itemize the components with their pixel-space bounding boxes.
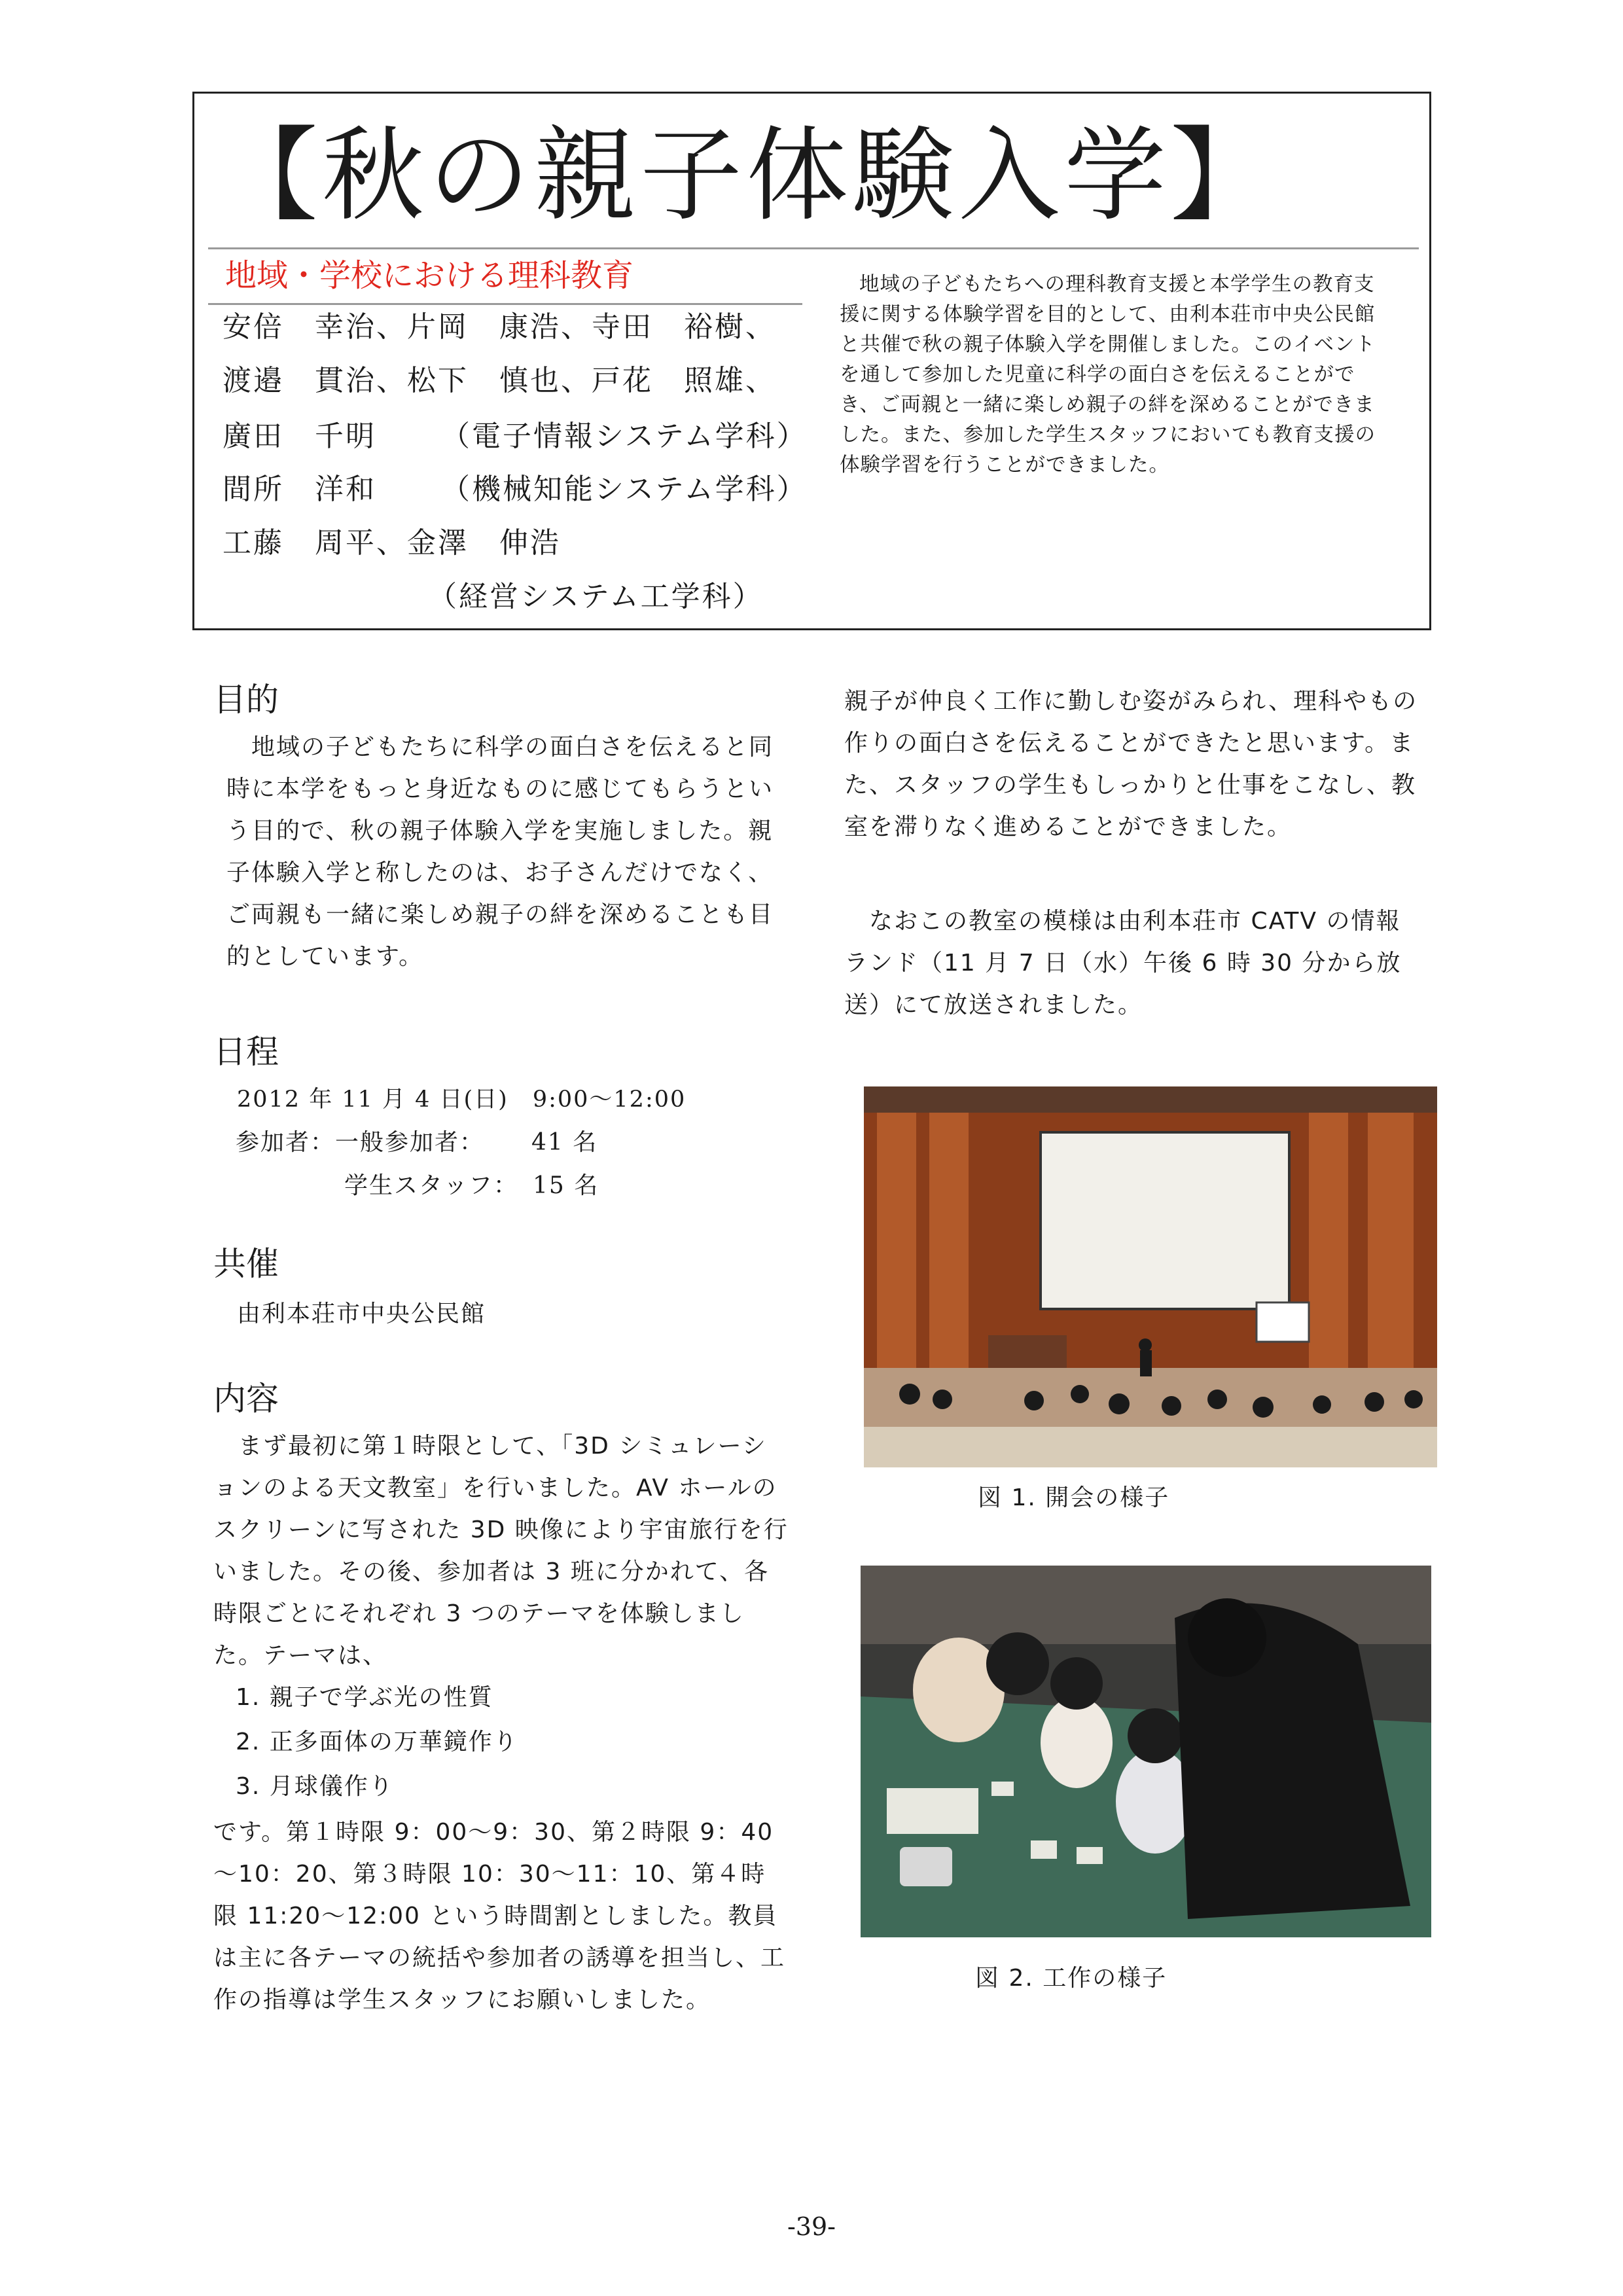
figure-1-caption: 図 1. 開会の様子 [978,1484,1170,1511]
author-line: 廣田 千明 [223,420,376,453]
content-intro: まず最初に第１時限として、「3D シミュレーションのよる天文教室」を行いました。AV ホールのスクリーンに写された 3D 映像により宇宙旅行を行いました。その後、参加者は 3 班に分かれて、各時限ごとにそれぞれ 3 つのテーマを体験しました。テーマは、 [213,1433,789,1669]
department-label: （電子情報システム学科） [441,420,808,453]
staff-value: 15 名 [533,1172,599,1199]
staff-label: 学生スタッフ： [344,1172,519,1199]
auditorium-illustration [864,1086,1437,1467]
theme-item: 2. 正多面体の万華鏡作り [236,1729,518,1755]
theme-item: 3. 月球儀作り [236,1773,394,1800]
content-closing: です。第１時限 9：00～9：30、第２時限 9：40～10：20、第３時限 10：30～11：10、第４時限 11:20～12:00 という時間割としました。教員は主に各テーマの統括や参加者の誘導を担当し、工作の指導は学生スタッフにお願いしました。 [213,1819,786,2013]
title-divider [208,247,1419,249]
page-title: 【秋の親子体験入学】 [216,116,1276,235]
cohost-name: 由利本荘市中央公民館 [237,1300,486,1327]
figure-1-photo [864,1086,1437,1467]
purpose-text: 地域の子どもたちに科学の面白さを伝えると同時に本学をもっと身近なものに感じてもらうという目的で、秋の親子体験入学を実施しました。親子体験入学と称したのは、お子さんだけでなく、ご両親も一緒に楽しめ親子の絆を深めることも目的としています。 [226,734,774,970]
department-label: （機械知能システム学科） [441,473,808,506]
theme-item: 1. 親子で学ぶ光の性質 [236,1684,493,1711]
author-line: 間所 洋和 [223,473,376,506]
schedule-date: 2012 年 11 月 4 日(日) 9:00～12:00 [237,1086,687,1113]
section-heading-content: 内容 [213,1380,279,1418]
figure-2-photo [861,1566,1431,1937]
section-heading-cohost: 共催 [213,1245,279,1283]
results-paragraph: 親子が仲良く工作に勤しむ姿がみられ、理科やもの作りの面白さを伝えることができたと思います。また、スタッフの学生もしっかりと仕事をこなし、教室を滞りなく進めることができました。 [844,688,1418,840]
figure-2-caption: 図 2. 工作の様子 [975,1965,1168,1992]
department-label: （経営システム工学科） [428,580,764,613]
author-line: 安倍 幸治、片岡 康浩、寺田 裕樹、 [223,310,776,344]
section-heading-purpose: 目的 [213,681,279,719]
section-heading-schedule: 日程 [213,1033,279,1071]
page-number: -39- [787,2212,836,2241]
broadcast-paragraph: なおこの教室の模様は由利本荘市 CATV の情報ランド（11 月 7 日（水）午後 6 時 30 分から放送）にて放送されました。 [844,908,1402,1018]
subtitle: 地域・学校における理科教育 [225,257,634,294]
author-line: 渡邉 貫治、松下 慎也、戸花 照雄、 [223,364,776,397]
participants-label: 参加者：一般参加者： [236,1129,485,1156]
author-line: 工藤 周平、金澤 伸浩 [223,526,561,560]
workshop-illustration [861,1566,1431,1937]
subtitle-divider [208,303,802,305]
abstract [840,270,1389,480]
participants-value: 41 名 [531,1129,598,1156]
abstract-text: 地域の子どもたちへの理科教育支援と本学学生の教育支援に関する体験学習を目的として、由利本荘市中央公民館と共催で秋の親子体験入学を開催しました。このイベントを通して参加した児童に科学の面白さを伝えることができ、ご両親と一緒に楽しめ親子の絆を深めることができました。また、参加した学生スタッフにおいても教育支援の体験学習を行うことができました。 [840,273,1376,476]
